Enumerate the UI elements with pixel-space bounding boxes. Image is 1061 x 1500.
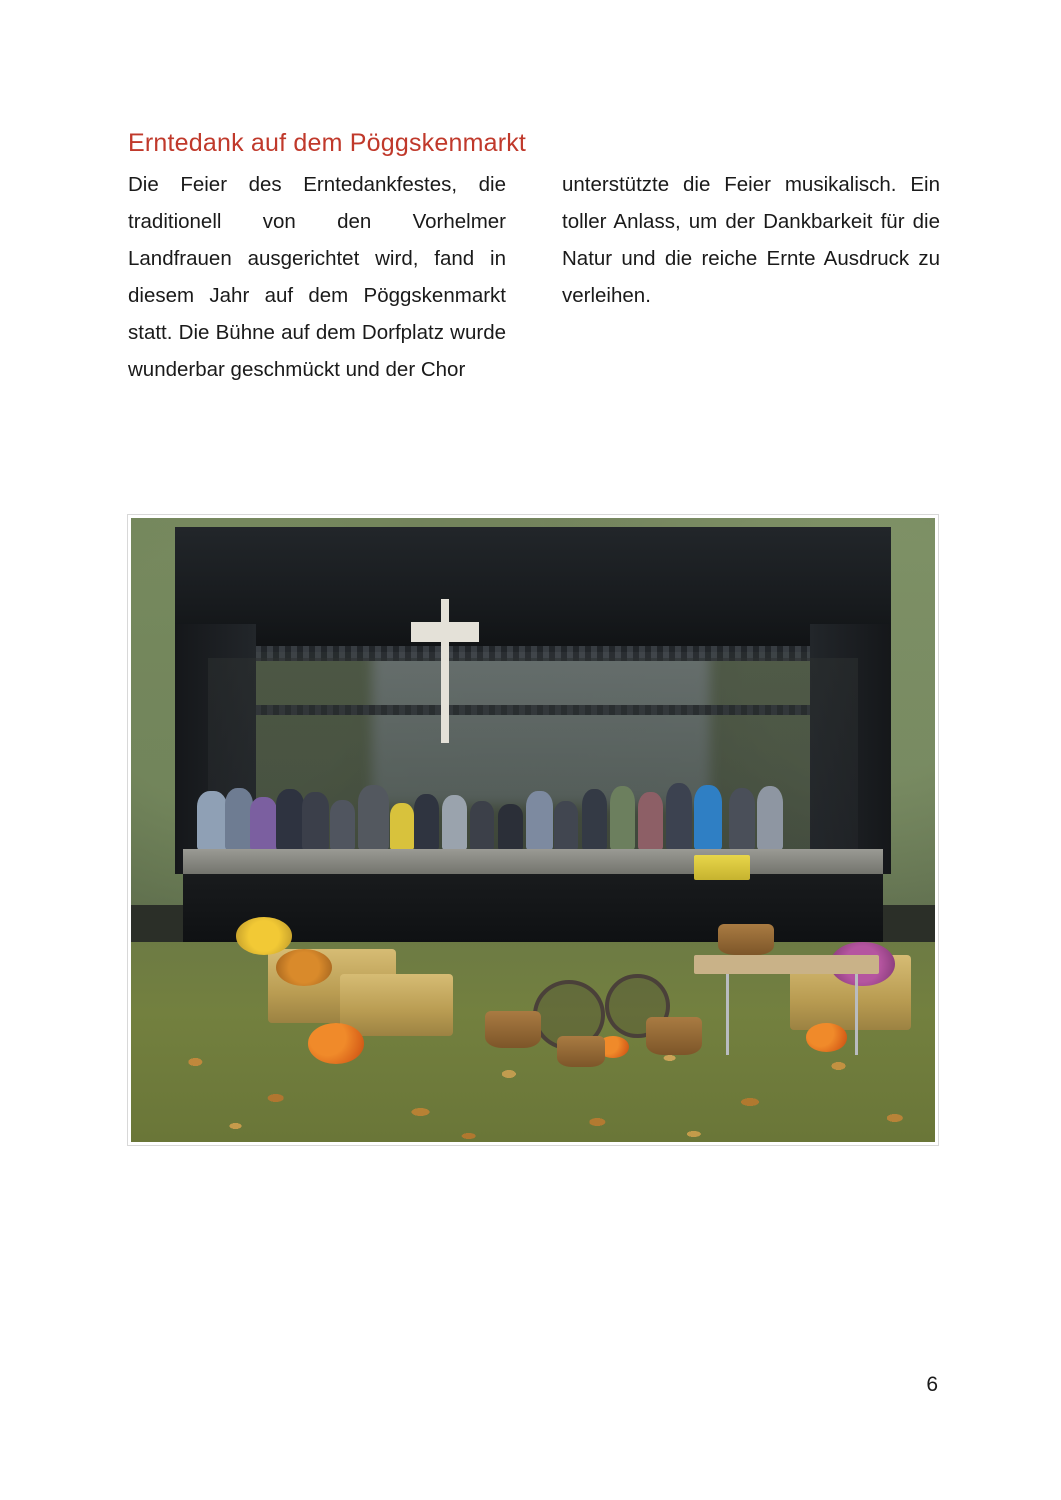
- hay-bale: [340, 974, 453, 1036]
- display-table: [694, 955, 879, 974]
- body-paragraph-right: unterstützte die Feier musikalisch. Ein toller Anlass, um der Dankbarkeit für die Natur und die reiche Ernte Ausdruck zu verleihen.: [562, 173, 940, 307]
- apple-basket: [646, 1017, 702, 1054]
- person: [250, 797, 277, 850]
- bread-basket: [718, 924, 774, 955]
- pumpkin-small: [806, 1023, 846, 1051]
- person: [498, 804, 523, 850]
- person: [666, 783, 693, 850]
- apple-basket: [557, 1036, 605, 1067]
- person: [358, 785, 389, 850]
- person: [276, 789, 304, 850]
- column-left: [128, 166, 506, 388]
- table-leg: [855, 974, 858, 1055]
- page-content: [128, 0, 938, 1500]
- stage-floor: [183, 849, 882, 877]
- choir-group: [183, 774, 882, 850]
- person: [757, 786, 784, 850]
- person: [414, 794, 439, 850]
- table-leg: [726, 974, 729, 1055]
- article-columns: [128, 166, 940, 388]
- column-right: [562, 166, 940, 388]
- person: [638, 792, 663, 850]
- person: [302, 792, 329, 850]
- page-title: Erntedank auf dem Pöggskenmarkt: [128, 129, 527, 157]
- stage-roof: [175, 527, 891, 652]
- person: [729, 788, 756, 850]
- yellow-crate: [694, 855, 750, 880]
- person: [526, 791, 553, 850]
- person: [610, 786, 635, 850]
- article-photo: [128, 515, 938, 1145]
- person: [330, 800, 355, 850]
- person: [470, 801, 494, 850]
- flower-pot-yellow: [236, 917, 292, 954]
- person: [554, 801, 578, 850]
- person: [694, 785, 722, 850]
- person: [442, 795, 467, 850]
- photo-illustration: [131, 518, 935, 1142]
- person: [225, 788, 253, 850]
- cross-icon: [441, 599, 450, 743]
- flower-pot-orange: [276, 949, 332, 986]
- pumpkin-large: [308, 1023, 364, 1064]
- apple-basket: [485, 1011, 541, 1048]
- body-paragraph-left: Die Feier des Erntedankfestes, die traditionell von den Vorhelmer Landfrauen ausgerichtet wird, fand in diesem Jahr auf dem Pöggskenmarkt statt. Die Bühne auf dem Dorfplatz wurde wunderbar geschmückt und der Chor: [128, 173, 506, 381]
- person: [390, 803, 414, 850]
- person: [197, 791, 226, 850]
- person: [582, 789, 607, 850]
- page-number: 6: [926, 1373, 938, 1396]
